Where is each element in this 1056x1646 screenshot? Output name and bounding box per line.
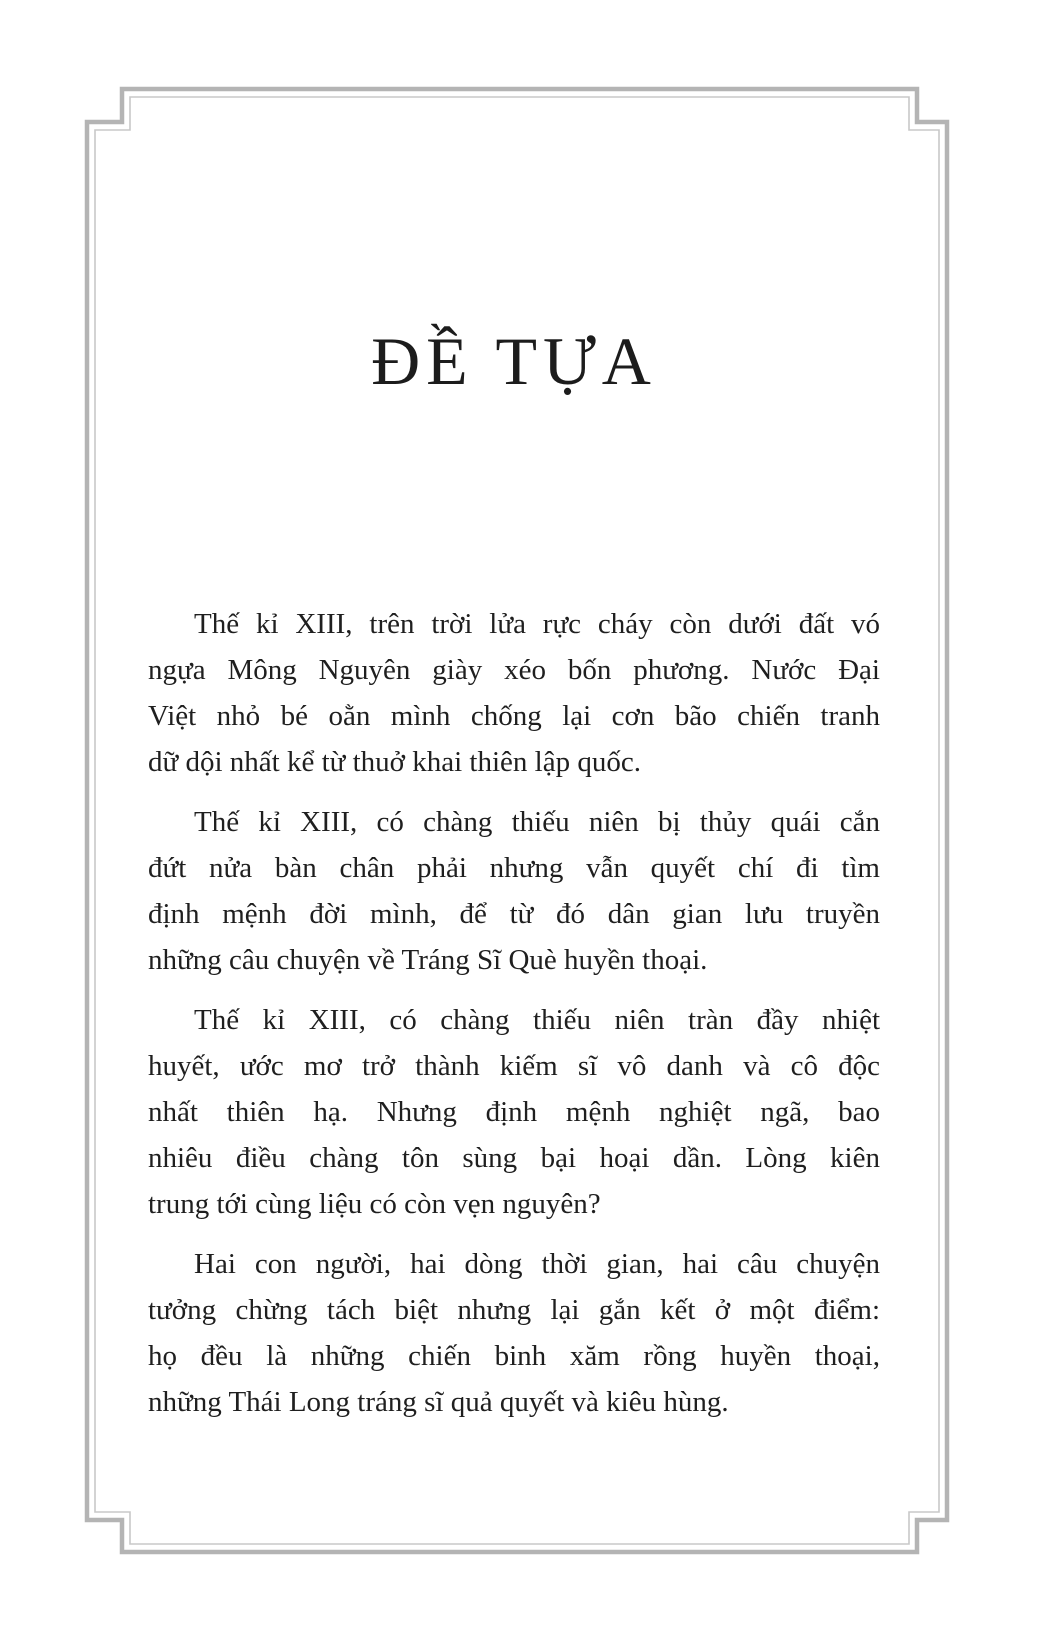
text-line: tưởng chừng tách biệt nhưng lại gắn kết ở một điểm:: [148, 1294, 880, 1326]
text-line: họ đều là những chiến binh xăm rồng huyền thoại,: [148, 1340, 880, 1372]
text-line: định mệnh đời mình, để từ đó dân gian lưu truyền: [148, 898, 880, 930]
text-line: Hai con người, hai dòng thời gian, hai câu chuyện: [194, 1248, 880, 1280]
page-title: ĐỀ TỰA: [371, 323, 657, 399]
text-line: những Thái Long tráng sĩ quả quyết và kiêu hùng.: [148, 1386, 729, 1418]
text-line: huyết, ước mơ trở thành kiếm sĩ vô danh và cô độc: [148, 1050, 880, 1082]
text-line: ngựa Mông Nguyên giày xéo bốn phương. Nước Đại: [148, 654, 880, 686]
paragraph: [148, 601, 880, 785]
paragraph: [148, 997, 880, 1227]
text-line: trung tới cùng liệu có còn vẹn nguyên?: [148, 1188, 601, 1220]
text-line: Thế kỉ XIII, trên trời lửa rực cháy còn dưới đất vó: [194, 608, 880, 640]
text-line: Thế kỉ XIII, có chàng thiếu niên tràn đầy nhiệt: [194, 1004, 880, 1036]
paragraph: [148, 799, 880, 983]
text-line: nhiêu điều chàng tôn sùng bại hoại dần. Lòng kiên: [148, 1142, 880, 1174]
paragraph: [148, 1241, 880, 1425]
text-line: những câu chuyện về Tráng Sĩ Què huyền thoại.: [148, 944, 708, 976]
text-line: Thế kỉ XIII, có chàng thiếu niên bị thủy quái cắn: [194, 806, 880, 838]
text-line: Việt nhỏ bé oằn mình chống lại cơn bão chiến tranh: [148, 700, 880, 732]
text-line: nhất thiên hạ. Nhưng định mệnh nghiệt ngã, bao: [148, 1096, 880, 1128]
text-line: đứt nửa bàn chân phải nhưng vẫn quyết chí đi tìm: [148, 852, 880, 884]
body-text: [148, 601, 880, 1439]
text-line: dữ dội nhất kể từ thuở khai thiên lập quốc.: [148, 746, 641, 778]
